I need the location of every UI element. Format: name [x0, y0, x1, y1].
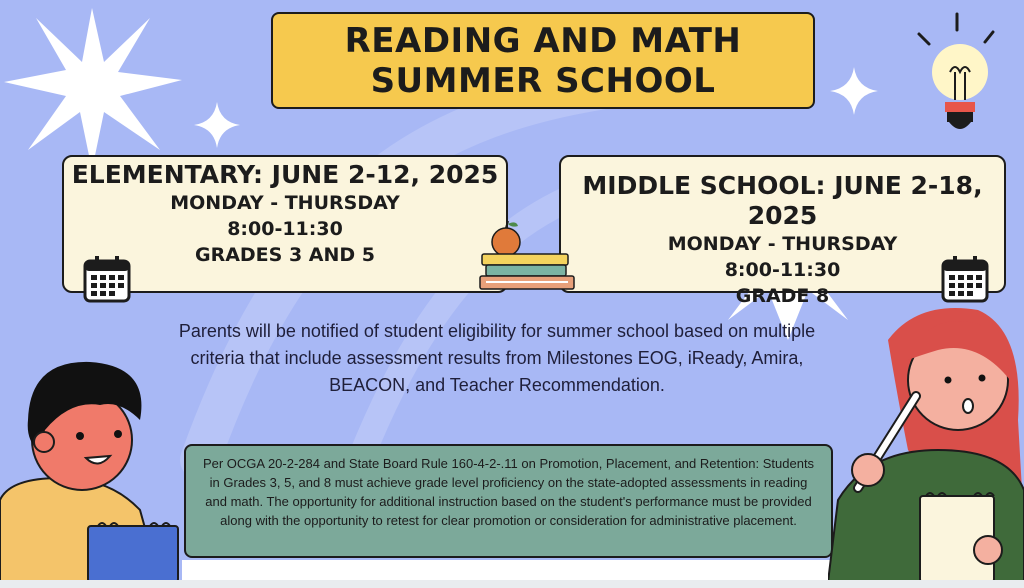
title-banner [271, 12, 815, 109]
light-bulb-icon [905, 10, 1015, 140]
elementary-days: MONDAY - THURSDAY [170, 192, 400, 214]
calendar-icon [940, 254, 990, 304]
small-sparkle-icon [828, 65, 880, 117]
middle-time: 8:00-11:30 [724, 259, 841, 281]
middle-days: MONDAY - THURSDAY [667, 233, 898, 255]
elementary-heading: ELEMENTARY: JUNE 2-12, 2025 [71, 160, 499, 189]
books-apple-icon [476, 218, 580, 294]
sparkle-icon [0, 0, 190, 175]
girl-illustration [828, 300, 1024, 580]
bottom-strip [0, 580, 1024, 588]
eligibility-text: Parents will be notified of student eligibility for summer school based on multiple criteria that include assessment results from Milestones EOG, iReady, Amira, BEACON, and Teacher Recommendation. [178, 321, 816, 395]
title-line-1: READING AND MATH [344, 20, 742, 61]
boy-illustration [0, 350, 190, 580]
notepad-strip [182, 560, 832, 580]
elementary-time: 8:00-11:30 [227, 218, 343, 240]
elementary-grades: GRADES 3 AND 5 [194, 244, 376, 266]
middle-grades: GRADE 8 [735, 285, 830, 307]
policy-text: Per OCGA 20-2-284 and State Board Rule 160-4-2-.11 on Promotion, Placement, and Retention: Students in Grades 3, 5, and 8 must achieve grade level proficiency on the state-adopted assessments in reading and math. The opportunity for additional instruction based on the student's performance must be provided along with the opportunity to retest for clear promotion or consideration for administrative placement. [202, 456, 815, 528]
title-line-2: SUMMER SCHOOL [370, 60, 716, 101]
middle-school-card [559, 155, 1006, 307]
policy-box [184, 444, 833, 558]
calendar-icon [82, 254, 132, 304]
middle-heading: MIDDLE SCHOOL: JUNE 2-18, 2025 [582, 171, 983, 230]
small-sparkle-icon [192, 100, 242, 150]
